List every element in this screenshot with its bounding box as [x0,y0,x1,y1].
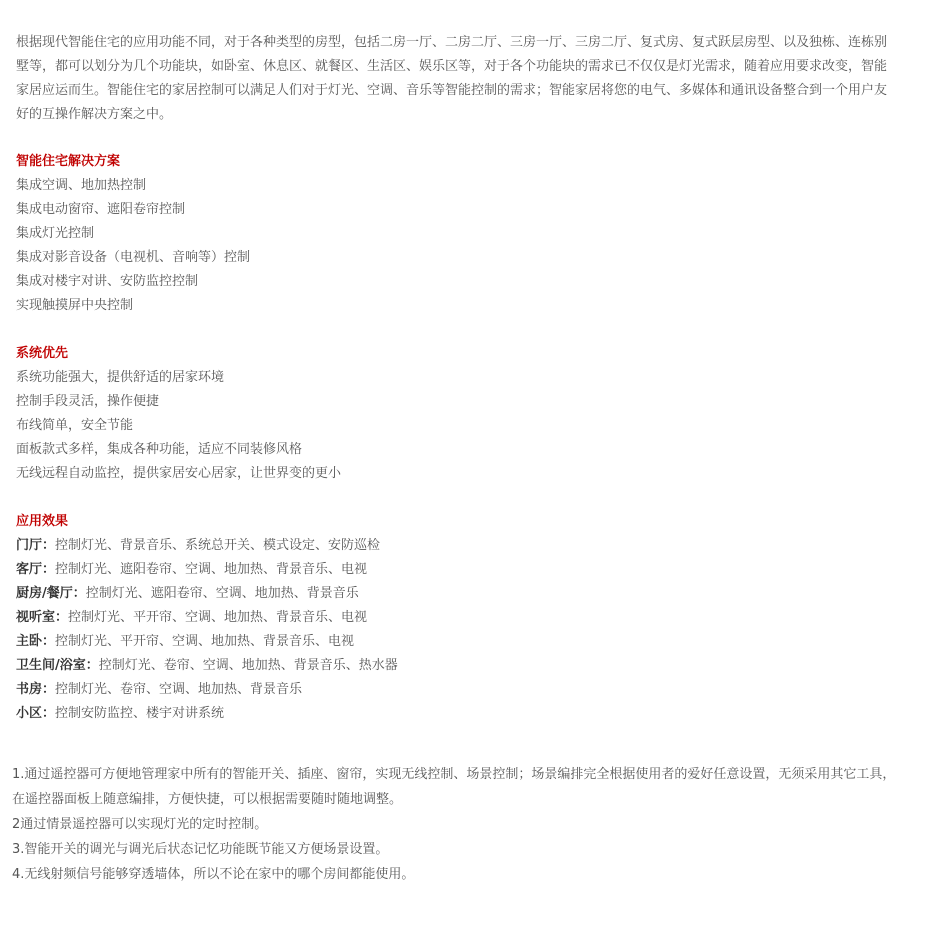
solutions-heading: 智能住宅解决方案 [16,154,121,169]
effect-item [16,654,896,678]
effect-room-label: 小区： [16,706,56,721]
effect-item [16,678,896,702]
advantage-item: 系统功能强大，提供舒适的居家环境 [16,370,225,385]
advantages-section [16,342,896,486]
note-item: 1.通过遥控器可方便地管理家中所有的智能开关、插座、窗帘，实现无线控制、场景控制；场景编排完全根据使用者的爱好任意设置，无须采用其它工具，在遥控器面板上随意编排，方便快捷，可以根据需要随时随地调整。 [12,767,896,807]
solution-item: 集成对楼宇对讲、安防监控控制 [16,274,199,289]
solution-item: 集成空调、地加热控制 [16,178,147,193]
notes-section [12,762,897,887]
effects-section [16,510,896,726]
advantage-item: 无线远程自动监控，提供家居安心居家，让世界变的更小 [16,466,342,481]
note-item: 3.智能开关的调光与调光后状态记忆功能既节能又方便场景设置。 [12,842,389,857]
effect-item [16,582,896,606]
effect-room-label: 书房： [16,682,56,697]
note-item: 2通过情景遥控器可以实现灯光的定时控制。 [12,817,268,832]
effect-item [16,630,896,654]
effect-item [16,534,896,558]
solution-item: 实现触摸屏中央控制 [16,298,134,313]
effect-room-label: 卫生间/浴室： [16,658,99,673]
effect-room-text: 控制灯光、平开帘、空调、地加热、背景音乐、电视 [68,610,368,625]
effect-item [16,606,896,630]
advantage-item: 面板款式多样，集成各种功能，适应不同装修风格 [16,442,303,457]
solution-item: 集成电动窗帘、遮阳卷帘控制 [16,202,186,217]
effect-room-label: 主卧： [16,634,56,649]
effect-room-text: 控制灯光、背景音乐、系统总开关、模式设定、安防巡检 [55,538,381,553]
effect-room-text: 控制灯光、卷帘、空调、地加热、背景音乐 [55,682,303,697]
effect-room-text: 控制灯光、卷帘、空调、地加热、背景音乐、热水器 [98,658,398,673]
effect-room-label: 门厅： [16,538,56,553]
note-item: 4.无线射频信号能够穿透墙体，所以不论在家中的哪个房间都能使用。 [12,867,415,882]
advantage-item: 布线简单，安全节能 [16,418,134,433]
intro-paragraph: 根据现代智能住宅的应用功能不同，对于各种类型的房型，包括二房一厅、二房二厅、三房一厅、三房二厅、复式房、复式跃层房型、以及独栋、连栋别墅等，都可以划分为几个功能块，如卧室、休息区、就餐区、生活区、娱乐区等，对于各个功能块的需求已不仅仅是灯光需求，随着应用要求改变，智能家居应运而生。智能住宅的家居控制可以满足人们对于灯光、空调、音乐等智能控制的需求；智能家居将您的电气、多媒体和通讯设备整合到一个用户友好的互操作解决方案之中。 [16,35,888,122]
solutions-section [16,150,896,318]
effect-room-text: 控制灯光、遮阳卷帘、空调、地加热、背景音乐、电视 [55,562,368,577]
effect-room-label: 客厅： [16,562,56,577]
effect-item [16,558,896,582]
effect-room-text: 控制安防监控、楼宇对讲系统 [55,706,225,721]
effect-room-text: 控制灯光、遮阳卷帘、空调、地加热、背景音乐 [85,586,359,601]
solution-item: 集成灯光控制 [16,226,95,241]
solution-item: 集成对影音设备（电视机、音响等）控制 [16,250,251,265]
effect-room-label: 视听室： [16,610,69,625]
advantage-item: 控制手段灵活，操作便捷 [16,394,160,409]
effects-heading: 应用效果 [16,514,69,529]
effect-room-text: 控制灯光、平开帘、空调、地加热、背景音乐、电视 [55,634,355,649]
advantages-heading: 系统优先 [16,346,69,361]
effect-room-label: 厨房/餐厅： [16,586,86,601]
effect-item [16,702,896,726]
